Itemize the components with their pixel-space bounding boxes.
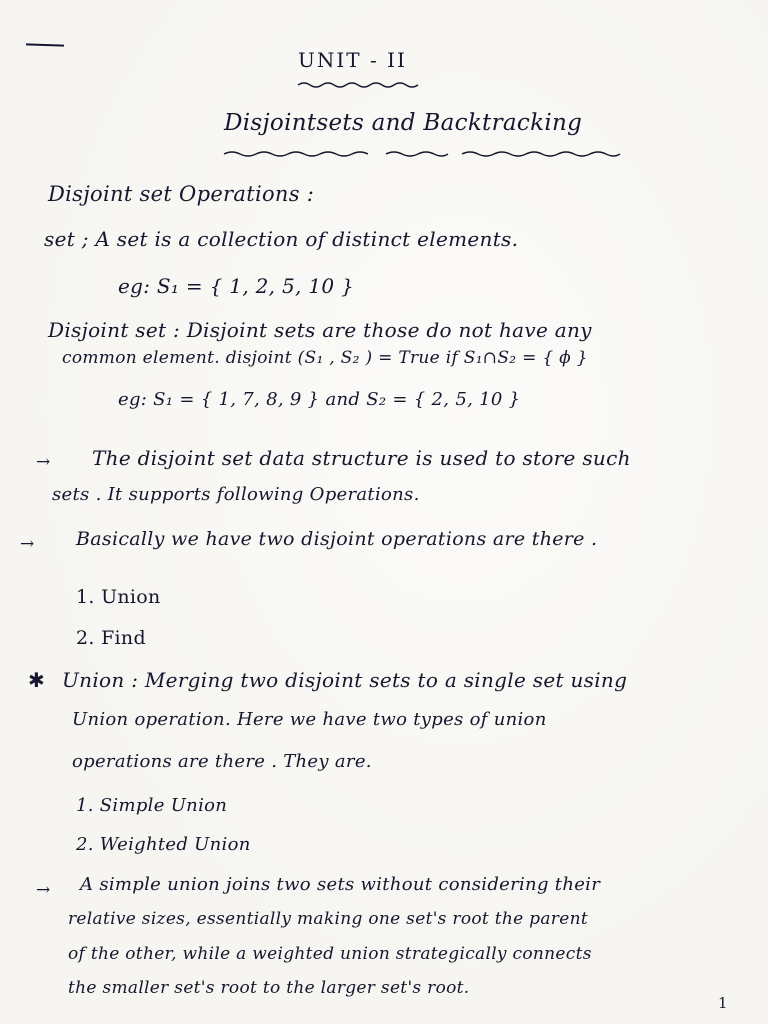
list-item-union: 1. Union [76,586,161,608]
list-item-weighted-union: 2. Weighted Union [76,834,251,855]
paragraph-line-4: the smaller set's root to the larger set's root. [68,978,470,998]
section-heading-disjoint-ops: Disjoint set Operations : [48,182,315,206]
page-title: Disjointsets and Backtracking [224,110,583,136]
set-definition: set ; A set is a collection of distinct elements. [44,227,519,251]
unit-heading-underline [296,80,422,90]
list-item-simple-union: 1. Simple Union [76,795,228,816]
union-definition-line-1: Union : Merging two disjoint sets to a single set using [62,668,628,692]
paragraph-line-1: A simple union joins two sets without considering their [80,874,601,895]
union-definition-line-2: Union operation. Here we have two types of union [72,709,547,730]
paragraph-line-2: relative sizes, essentially making one set's root the parent [68,909,588,929]
union-definition-line-3: operations are there . They are. [72,751,372,772]
arrow-icon: → [36,880,51,900]
star-icon: ✱ [28,668,45,692]
set-example: eg: S₁ = { 1, 2, 5, 10 } [118,274,355,298]
arrow-icon: → [20,534,35,554]
page-title-underline [222,148,624,160]
paragraph-line-3: of the other, while a weighted union strategically connects [68,944,592,964]
disjoint-example: eg: S₁ = { 1, 7, 8, 9 } and S₂ = { 2, 5, 10 } [118,389,521,410]
disjoint-definition-line-2: common element. disjoint (S₁ , S₂ ) = True if S₁∩S₂ = { ϕ } [62,348,588,368]
data-structure-line-2: sets . It supports following Operations. [52,484,420,505]
corner-dash-mark [26,43,64,46]
list-item-find: 2. Find [76,627,146,649]
disjoint-definition-line-1: Disjoint set : Disjoint sets are those do not have any [48,318,592,342]
page-number: 1 [718,994,728,1012]
data-structure-line-1: The disjoint set data structure is used to store such [92,446,631,470]
arrow-icon: → [36,452,51,472]
unit-heading: UNIT - II [298,48,407,72]
basic-operations-line: Basically we have two disjoint operations are there . [76,528,598,550]
